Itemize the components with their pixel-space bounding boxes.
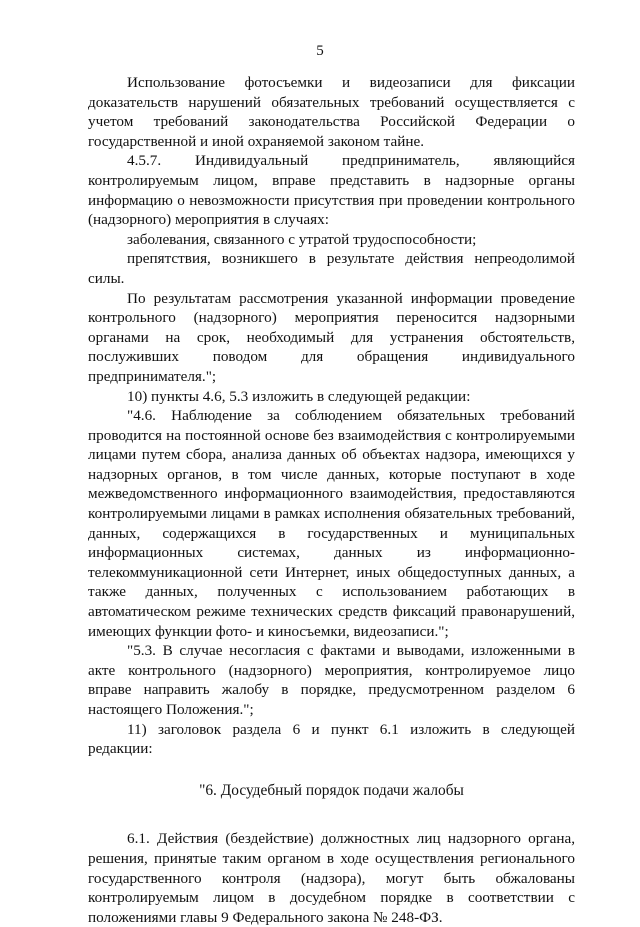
paragraph-item-11: 11) заголовок раздела 6 и пункт 6.1 изложить в следующей редакции: [88, 720, 575, 758]
paragraph-item-10: 10) пункты 4.6, 5.3 изложить в следующей редакции: [127, 387, 471, 405]
paragraph-postponement: По результатам рассмотрения указанной информации проведение контрольного (надзорного) мероприятия переносится надзорными органами на срок, необходимый для устранения обстоятельств, послуживших поводом для обращения индивидуального предпринимателя."; [88, 289, 575, 385]
paragraph-illness: заболевания, связанного с утратой трудоспособности; [127, 230, 477, 248]
paragraph-photo-video: Использование фотосъемки и видеозаписи для фиксации доказательств нарушений обязательных требований осуществляется с учетом требований законодательства Российской Федерации о государственной и иной охраняемой законом тайне. [88, 74, 575, 150]
paragraph-4-6: "4.6. Наблюдение за соблюдением обязательных требований проводится на постоянной основе без взаимодействия с контролируемыми лицами путем сбора, анализа данных об объектах надзора, имеющихся у надзорных органов, в том числе данных, которые поступают в ходе межведомственного информационного взаимодействия, предоставляются контролируемыми лицами в рамках исполнения обязательных требований, данных, содержащихся в государственных и муниципальных информационных системах, данных из информационно-телекоммуникационной сети Интернет, иных общедоступных данных, а также данных, полученных с использованием работающих в автоматическом режиме технических средств фиксаций правонарушений, имеющих функции фото- и киносъемки, видеозаписи."; [88, 407, 575, 640]
paragraph-6-1: 6.1. Действия (бездействие) должностных лиц надзорного органа, решения, принятые таким органом в ходе осуществления регионального государственного контроля (надзора), могут быть обжалованы контролируемым лицом в досудебном порядке в соответствии с положениями главы 9 Федерального закона № 248-ФЗ. [88, 830, 575, 926]
paragraph-5-3: "5.3. В случае несогласия с фактами и выводами, изложенными в акте контрольного (надзорного) мероприятия, контролируемое лицо вправе направить жалобу в порядке, предусмотренном разделом 6 настоящего Положения."; [88, 642, 575, 718]
paragraph-4-5-7: 4.5.7. Индивидуальный предприниматель, являющийся контролируемым лицом, вправе представить в надзорные органы информацию о невозможности присутствия при проведении контрольного (надзорного) мероприятия в случаях: [88, 152, 575, 229]
document-body [88, 73, 575, 927]
section-heading: "6. Досудебный порядок подачи жалобы [199, 781, 464, 799]
page-number: 5 [316, 43, 324, 59]
paragraph-force-majeure: препятствия, возникшего в результате действия непреодолимой силы. [88, 250, 575, 287]
